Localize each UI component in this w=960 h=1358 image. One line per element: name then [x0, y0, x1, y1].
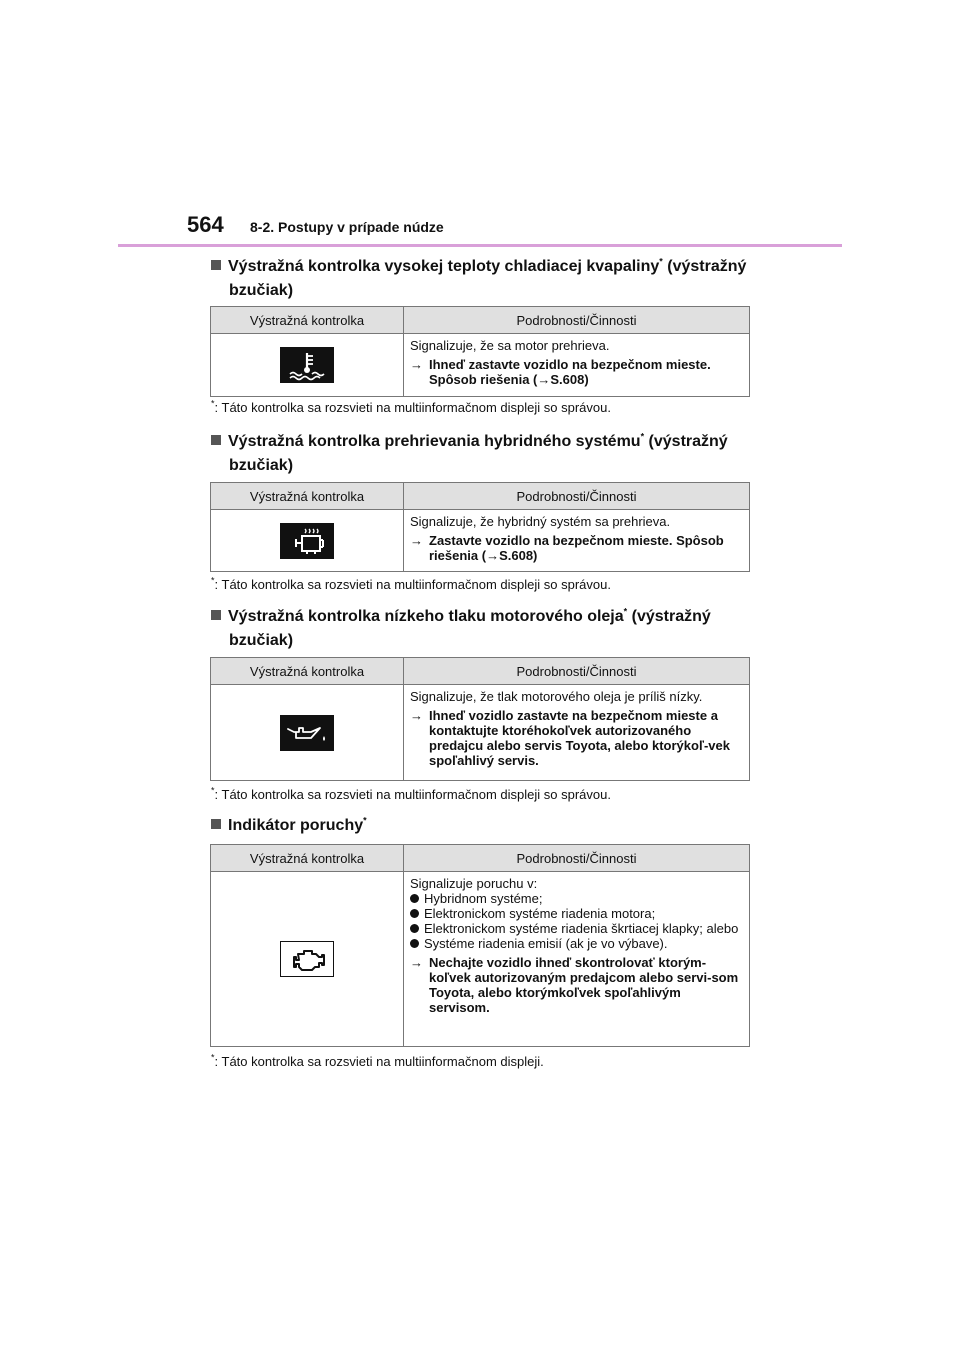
section-bullet-icon — [211, 819, 221, 829]
oil-pressure-table — [210, 657, 750, 781]
footnote-oil-pressure: *: Táto kontrolka sa rozsvieti na multiinformačnom displeji so správou. — [211, 785, 611, 802]
footnote-malfunction: *: Táto kontrolka sa rozsvieti na multiinformačnom displeji. — [211, 1052, 544, 1069]
malfunction-systems-list — [410, 891, 743, 951]
section-bullet-icon — [211, 435, 221, 445]
header-divider — [118, 244, 842, 247]
chapter-title: 8-2. Postupy v prípade núdze — [250, 219, 444, 235]
section-title-malfunction: Indikátor poruchy* — [211, 814, 771, 838]
section-bullet-icon — [211, 610, 221, 620]
section-title-hybrid-overheat: Výstražná kontrolka prehrievania hybridného systému* (výstražný bzučiak) — [211, 430, 771, 478]
section-title-oil-pressure: Výstražná kontrolka nízkeho tlaku motorového oleja* (výstražný bzučiak) — [211, 605, 771, 653]
malfunction-detail: Signalizuje poruchu v: Hybridnom systéme; Elektronickom systéme riadenia motora; Elektronickom systéme riadenia škrtiacej klapky; alebo Systéme riadenia emisií (ak je vo výbave). → Nechajte vozidlo ihneď skontrolovať ktorým-koľvek autorizovaným predajcom alebo servi-som Toyota, alebo ktorýmkoľvek spoľahlivým servisom. — [404, 872, 750, 1047]
table-header-details: Podrobnosti/Činnosti — [404, 483, 750, 510]
coolant-detail: Signalizuje, že sa motor prehrieva. → Ihneď zastavte vozidlo na bezpečnom mieste. Spôsob riešenia (→S.608) — [404, 334, 750, 397]
table-header-warning-light: Výstražná kontrolka — [211, 845, 404, 872]
table-header-warning-light: Výstražná kontrolka — [211, 307, 404, 334]
icon-cell — [211, 872, 404, 1047]
table-header-warning-light: Výstražná kontrolka — [211, 658, 404, 685]
bullet-icon — [410, 924, 419, 933]
section-title-coolant: Výstražná kontrolka vysokej teploty chladiacej kvapaliny* (výstražný bzučiak) — [211, 255, 771, 303]
oil-pressure-icon — [280, 715, 334, 751]
list-item: Systéme riadenia emisií (ak je vo výbave). — [410, 936, 743, 951]
list-item: Elektronickom systéme riadenia motora; — [410, 906, 743, 921]
oil-pressure-detail: Signalizuje, že tlak motorového oleja je príliš nízky. → Ihneď vozidlo zastavte na bezpečnom mieste a kontaktujte ktoréhokoľvek autorizovaného predajcu alebo servis Toyota, alebo ktorýkoľ-vek spoľahlivý servis. — [404, 685, 750, 781]
footnote-coolant: *: Táto kontrolka sa rozsvieti na multiinformačnom displeji so správou. — [211, 398, 611, 415]
table-header-warning-light: Výstražná kontrolka — [211, 483, 404, 510]
hybrid-overheat-detail: Signalizuje, že hybridný systém sa prehrieva. → Zastavte vozidlo na bezpečnom mieste. Spôsob riešenia (→S.608) — [404, 510, 750, 572]
hybrid-overheat-table — [210, 482, 750, 572]
list-item: Hybridnom systéme; — [410, 891, 743, 906]
table-header-details: Podrobnosti/Činnosti — [404, 845, 750, 872]
section-bullet-icon — [211, 260, 221, 270]
table-header-details: Podrobnosti/Činnosti — [404, 307, 750, 334]
list-item: Elektronickom systéme riadenia škrtiacej klapky; alebo — [410, 921, 743, 936]
coolant-warning-table — [210, 306, 750, 397]
check-engine-icon — [280, 941, 334, 977]
coolant-temperature-icon — [280, 347, 334, 383]
malfunction-indicator-table — [210, 844, 750, 1047]
footnote-hybrid-overheat: *: Táto kontrolka sa rozsvieti na multiinformačnom displeji so správou. — [211, 575, 611, 592]
bullet-icon — [410, 894, 419, 903]
icon-cell — [211, 510, 404, 572]
table-header-details: Podrobnosti/Činnosti — [404, 658, 750, 685]
icon-cell — [211, 685, 404, 781]
page-number: 564 — [187, 212, 224, 237]
bullet-icon — [410, 909, 419, 918]
hybrid-system-overheat-icon — [280, 523, 334, 559]
bullet-icon — [410, 939, 419, 948]
icon-cell — [211, 334, 404, 397]
